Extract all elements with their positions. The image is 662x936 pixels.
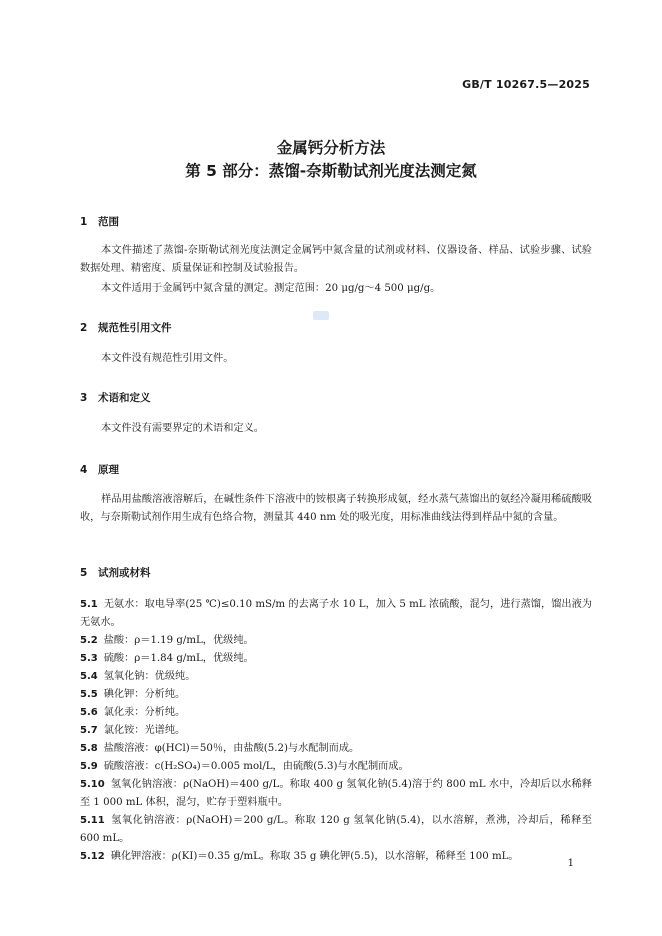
item-number: 5.3	[80, 653, 98, 664]
item-number: 5.6	[80, 707, 98, 718]
section-title: 试剂或材料	[98, 567, 151, 579]
item-number: 5.8	[80, 743, 98, 754]
section-title: 术语和定义	[98, 392, 151, 404]
item-number: 5.5	[80, 689, 98, 700]
reagent-item	[80, 758, 592, 776]
section-number: 4	[80, 464, 88, 476]
item-number: 5.7	[80, 725, 98, 736]
section-heading-reagents	[80, 565, 151, 580]
reagent-item	[80, 848, 592, 866]
item-text: 无氨水：取电导率(25 ℃)≤0.10 mS/m 的去离子水 10 L，加入 5 mL 浓硫酸，混匀，进行蒸馏，馏出液为无氨水。	[80, 599, 592, 628]
section-number: 1	[80, 216, 88, 228]
item-text: 碘化钾溶液：ρ(KI)＝0.35 g/mL。称取 35 g 碘化钾(5.5)，以水溶解，稀释至 100 mL。	[110, 851, 519, 862]
item-text: 硫酸：ρ＝1.84 g/mL，优级纯。	[103, 653, 254, 664]
section-number: 5	[80, 567, 88, 579]
section-heading-scope	[80, 214, 119, 229]
scope-paragraph-2: 本文件适用于金属钙中氮含量的测定。测定范围：20 μg/g～4 500 μg/g。	[101, 283, 441, 294]
section-title: 原理	[98, 464, 119, 476]
reagent-item	[80, 650, 592, 668]
item-number: 5.12	[80, 851, 105, 862]
section-title: 范围	[98, 216, 119, 228]
item-number: 5.11	[80, 815, 105, 826]
item-number: 5.10	[80, 779, 105, 790]
document-subtitle: 第 5 部分：蒸馏-奈斯勒试剂光度法测定氮	[185, 162, 477, 180]
item-text: 氯化汞：分析纯。	[103, 707, 186, 718]
reagent-item	[80, 704, 592, 722]
reagent-item	[80, 632, 592, 650]
reagent-item	[80, 668, 592, 686]
section-heading-terms	[80, 390, 151, 405]
terms-paragraph: 本文件没有需要界定的术语和定义。	[101, 423, 264, 434]
item-text: 氢氧化钠溶液：ρ(NaOH)＝400 g/L。称取 400 g 氢氧化钠(5.4)溶于约 800 mL 水中，冷却后以水稀释至 1 000 mL 体积，混匀，贮存于塑料瓶中。	[80, 779, 592, 808]
item-text: 盐酸溶液：φ(HCl)＝50％，由盐酸(5.2)与水配制而成。	[103, 743, 360, 754]
item-text: 硫酸溶液：c(H₂SO₄)＝0.005 mol/L，由硫酸(5.3)与水配制而成。	[103, 761, 409, 772]
scope-paragraph-1: 本文件描述了蒸馏-奈斯勒试剂光度法测定金属钙中氮含量的试剂或材料、仪器设备、样品、试验步骤、试验数据处理、精密度、质量保证和控制及试验报告。	[80, 245, 592, 274]
principle-paragraph: 样品用盐酸溶液溶解后，在碱性条件下溶液中的铵根离子转换形成氨，经水蒸气蒸馏出的氨经冷凝用稀硫酸吸收，与奈斯勒试剂作用生成有色络合物，测量其 440 nm 处的吸光度，用标准曲线法得到样品中氮的含量。	[80, 494, 592, 523]
item-text: 氢氧化钠溶液：ρ(NaOH)＝200 g/L。称取 120 g 氢氧化钠(5.4)，以水溶解，煮沸，冷却后，稀释至 600 mL。	[80, 815, 592, 844]
item-number: 5.9	[80, 761, 98, 772]
reagent-item	[80, 686, 592, 704]
section-heading-principle	[80, 462, 119, 477]
item-text: 盐酸：ρ＝1.19 g/mL，优级纯。	[103, 635, 254, 646]
normative-references-paragraph: 本文件没有规范性引用文件。	[101, 353, 234, 364]
reagent-item	[80, 812, 592, 848]
section-heading-normative-references	[80, 320, 172, 335]
item-text: 氯化铵：光谱纯。	[103, 725, 186, 736]
standard-number: GB/T 10267.5—2025	[462, 78, 590, 91]
section-number: 3	[80, 392, 88, 404]
section-title: 规范性引用文件	[98, 322, 172, 334]
reagent-item	[80, 722, 592, 740]
page-number: 1	[567, 858, 574, 869]
section-number: 2	[80, 322, 88, 334]
document-title: 金属钙分析方法	[276, 139, 386, 157]
reagent-item	[80, 596, 592, 632]
reagent-item	[80, 740, 592, 758]
item-number: 5.2	[80, 635, 98, 646]
item-text: 氢氧化钠：优级纯。	[103, 671, 196, 682]
item-number: 5.1	[80, 599, 98, 610]
watermark-logo	[313, 311, 329, 320]
item-text: 碘化钾：分析纯。	[103, 689, 186, 700]
item-number: 5.4	[80, 671, 98, 682]
reagent-item	[80, 776, 592, 812]
